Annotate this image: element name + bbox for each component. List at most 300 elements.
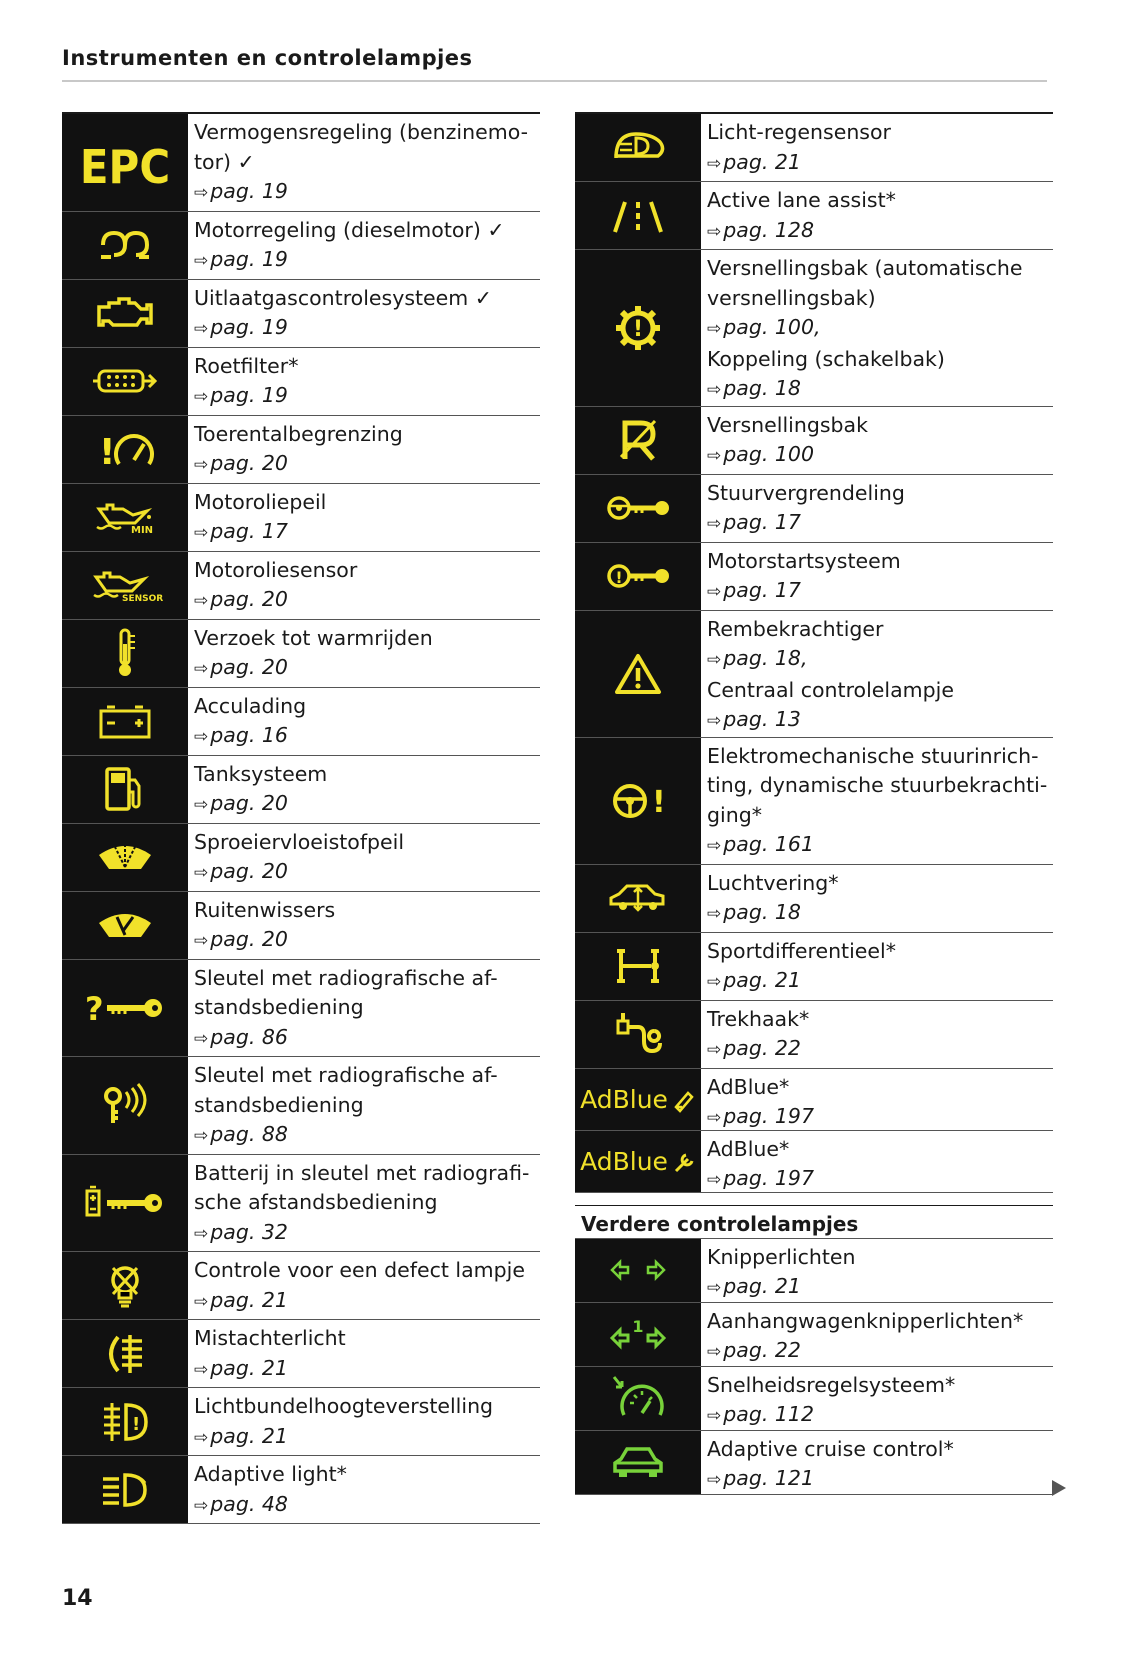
indicator-icon-cell (575, 1431, 701, 1494)
warning-triangle-icon (613, 652, 663, 696)
description-line: Lichtbundelhoogteverstelling (194, 1394, 494, 1418)
page-reference-link[interactable] (194, 381, 540, 413)
page-reference-link[interactable] (194, 1120, 540, 1152)
description-line: Adaptive cruise control* (707, 1436, 954, 1461)
indicator-description (701, 738, 1053, 864)
page-reference-link[interactable] (707, 966, 1053, 998)
page-reference-text: pag. 13 (723, 707, 801, 731)
page-reference-text: pag. 100 (723, 442, 814, 466)
description-line: Luchtvering* (707, 870, 839, 895)
description-line: Rembekrachtiger (707, 616, 884, 641)
page-reference-text: pag. 21 (210, 1287, 288, 1312)
page-reference-link[interactable] (194, 1023, 540, 1055)
indicator-icon-cell (62, 688, 188, 755)
indicator-row (62, 1388, 540, 1456)
page-reference-link[interactable] (707, 1164, 1053, 1196)
key-radio-icon (102, 1082, 148, 1128)
indicator-icon-cell (575, 1303, 701, 1366)
description-line: ting, dynamische stuurbekrachti- (707, 773, 1048, 797)
page-reference-link[interactable] (194, 925, 540, 957)
indicator-row (575, 407, 1053, 475)
indicator-icon-cell (575, 543, 701, 610)
reference-arrow-icon: ⇨ (194, 523, 209, 543)
svg-text:!: ! (615, 568, 623, 587)
indicator-description (188, 960, 540, 1057)
description-line: Motorregeling (dieselmotor) ✓ (194, 217, 505, 242)
indicator-description (701, 407, 1053, 474)
page-reference-link[interactable] (707, 216, 1053, 248)
gearbox-icon (614, 304, 662, 352)
description-line: Toerentalbegrenzing (194, 421, 403, 446)
indicator-description (188, 1155, 540, 1252)
adblue-fault-icon-glyph (672, 1149, 696, 1173)
indicator-row (62, 1456, 540, 1524)
reference-arrow-icon: ⇨ (707, 1170, 722, 1190)
description-line: Uitlaatgascontrolesysteem ✓ (194, 285, 492, 310)
reference-arrow-icon: ⇨ (194, 1495, 209, 1516)
indicator-description (188, 824, 540, 891)
indicator-description (701, 543, 1053, 610)
indicator-description (188, 892, 540, 959)
washer-fluid-icon (95, 839, 155, 875)
page-reference-link[interactable] (194, 1490, 540, 1522)
description-line: standsbediening (194, 995, 364, 1019)
page-reference-link[interactable] (707, 898, 1053, 930)
indicator-icon-cell (575, 182, 701, 249)
reference-arrow-icon: ⇨ (194, 591, 209, 611)
thermometer-icon (113, 628, 137, 678)
reference-arrow-icon: ⇨ (194, 1028, 209, 1049)
indicator-description (188, 1252, 540, 1319)
reference-arrow-icon: ⇨ (707, 711, 722, 731)
description-line: Licht-regensensor (707, 120, 891, 144)
indicator-row (62, 1155, 540, 1253)
indicator-icon-cell (575, 1001, 701, 1068)
description-line: Ruitenwissers (194, 897, 336, 922)
svg-text:1: 1 (632, 1317, 644, 1336)
description-line: Vermogensregeling (benzinemo- (194, 120, 529, 144)
reference-arrow-icon: ⇨ (707, 1278, 722, 1298)
reference-arrow-icon: ⇨ (707, 1108, 722, 1128)
bulb-defect-icon (107, 1262, 143, 1310)
description-line: ging* (707, 802, 762, 827)
reference-arrow-icon: ⇨ (707, 514, 722, 534)
indicator-row (575, 738, 1053, 865)
indicator-description (188, 416, 540, 483)
indicator-row (62, 212, 540, 280)
cruise-control-icon (610, 1375, 666, 1421)
page-reference-link[interactable] (194, 449, 540, 481)
description-line: Snelheidsregelsysteem* (707, 1372, 956, 1397)
lane-assist-icon (611, 196, 665, 236)
description-line: AdBlue* (707, 1074, 790, 1099)
page-reference-text: pag. 19 (210, 383, 288, 407)
page-reference-text: pag. 17 (723, 578, 801, 602)
reference-arrow-icon: ⇨ (707, 904, 722, 924)
turn-signals-icon (608, 1257, 668, 1283)
description-line: Tanksysteem (194, 761, 328, 786)
oil-sensor-icon (92, 567, 164, 604)
indicator-description (701, 1131, 1053, 1192)
description-line: Mistachterlicht (194, 1326, 346, 1350)
page-reference-text: pag. 18 (723, 376, 801, 400)
page-reference-link[interactable] (194, 245, 540, 277)
indicator-row (62, 484, 540, 552)
page-reference-link[interactable] (707, 1102, 1053, 1134)
page-reference-link[interactable] (707, 1336, 1053, 1368)
page-reference-text: pag. 128 (723, 217, 814, 242)
indicator-row (62, 416, 540, 484)
indicator-row (575, 1001, 1053, 1069)
reference-arrow-icon: ⇨ (194, 319, 209, 339)
indicator-description (188, 1320, 540, 1387)
indicator-description (188, 114, 540, 211)
description-line: AdBlue* (707, 1136, 790, 1161)
indicator-row (62, 892, 540, 960)
indicator-icon-cell (575, 114, 701, 181)
indicator-row (62, 1057, 540, 1155)
indicator-row (575, 1303, 1053, 1367)
reference-arrow-icon: ⇨ (194, 1359, 209, 1380)
wiper-icon (95, 907, 155, 943)
reverse-gear-icon (617, 417, 659, 463)
adaptive-cruise-icon (611, 1443, 665, 1481)
reference-arrow-icon: ⇨ (707, 221, 722, 242)
page-reference-text: pag. 18, (723, 646, 808, 670)
indicator-icon-cell (62, 416, 188, 483)
description-line: Versnellingsbak (707, 412, 868, 437)
sport-differential-icon (613, 945, 663, 987)
reference-arrow-icon: ⇨ (194, 387, 209, 407)
reference-arrow-icon: ⇨ (707, 1342, 722, 1362)
indicator-description (188, 484, 540, 551)
indicator-description (701, 865, 1053, 932)
indicator-icon-cell (575, 738, 701, 864)
indicator-row (62, 960, 540, 1058)
page-reference-text: pag. 22 (723, 1338, 801, 1362)
indicator-row (62, 348, 540, 416)
description-line: Elektromechanische stuurinrich- (707, 743, 1039, 768)
indicator-icon-cell (575, 1131, 701, 1192)
reference-arrow-icon: ⇨ (194, 659, 209, 679)
indicator-icon-cell (575, 1367, 701, 1430)
indicator-description (701, 1239, 1053, 1302)
headlight-range-icon (100, 1399, 150, 1445)
reference-arrow-icon: ⇨ (707, 446, 722, 466)
indicator-icon-cell (62, 484, 188, 551)
indicator-icon-cell (62, 1155, 188, 1252)
page-reference-link[interactable] (194, 1218, 540, 1250)
indicator-row (575, 933, 1053, 1001)
left-indicator-table (62, 112, 540, 1524)
page-reference-text: pag. 20 (210, 927, 288, 951)
page-reference-text: pag. 20 (210, 451, 288, 475)
description-line: Trekhaak* (707, 1006, 810, 1031)
indicator-description (188, 756, 540, 823)
indicator-row (575, 1367, 1053, 1431)
indicator-icon-cell (575, 475, 701, 542)
description-line: Sleutel met radiografische af- (194, 1063, 498, 1087)
rear-fog-icon (100, 1331, 150, 1377)
page-reference-text: pag. 20 (210, 791, 288, 815)
reference-arrow-icon: ⇨ (194, 1291, 209, 1312)
glow-plug-icon (97, 227, 153, 263)
light-rain-sensor-icon (610, 128, 666, 168)
reference-arrow-icon: ⇨ (194, 251, 209, 271)
page-reference-link[interactable] (707, 830, 1053, 862)
page-reference-link[interactable] (194, 1354, 540, 1386)
page-reference-text: pag. 161 (723, 832, 814, 856)
reference-arrow-icon: ⇨ (707, 972, 722, 992)
description-line: sche afstandsbediening (194, 1190, 438, 1214)
steering-lock-icon (606, 491, 670, 525)
page-reference-link[interactable] (194, 517, 540, 549)
indicator-icon-cell (575, 865, 701, 932)
page-reference-text: pag. 18 (723, 900, 801, 924)
fuel-icon (104, 766, 146, 812)
page-reference-link[interactable] (707, 440, 1053, 472)
page-reference-text: pag. 19 (210, 179, 288, 203)
description-line: Koppeling (schakelbak) (707, 346, 945, 371)
indicator-description (188, 552, 540, 619)
page-number: 14 (62, 1586, 93, 1611)
svg-text:?: ? (85, 989, 104, 1028)
svg-text:SENSOR: SENSOR (122, 594, 164, 604)
right-indicator-table (575, 112, 1053, 1495)
indicator-row (575, 1239, 1053, 1303)
page-reference-text: pag. 21 (723, 149, 801, 174)
description-line: versnellingsbak) (707, 285, 876, 310)
page-reference-link[interactable] (707, 508, 1053, 540)
reference-arrow-icon: ⇨ (194, 1223, 209, 1244)
description-line: Batterij in sleutel met radiografi- (194, 1160, 530, 1185)
page-reference-link[interactable] (194, 789, 540, 821)
indicator-row (62, 1252, 540, 1320)
indicator-description (701, 1431, 1053, 1494)
indicator-description (188, 620, 540, 687)
page-reference-text: pag. 19 (210, 315, 288, 339)
page-reference-text: pag. 112 (723, 1402, 814, 1426)
key-question-icon (85, 988, 165, 1028)
page-reference-link[interactable] (707, 644, 1053, 676)
page-reference-text: pag. 48 (210, 1491, 288, 1516)
description-line: Centraal controlelampje (707, 677, 954, 702)
description-line: Roetfilter* (194, 353, 299, 378)
indicator-row (575, 475, 1053, 543)
page-reference-link[interactable] (707, 148, 1053, 180)
adblue-refill-icon-glyph (672, 1087, 696, 1111)
description-line: Motoroliesensor (194, 557, 358, 582)
description-line: Knipperlichten (707, 1244, 856, 1269)
indicator-row (62, 1320, 540, 1388)
reference-arrow-icon: ⇨ (194, 1126, 209, 1146)
page-reference-link[interactable] (707, 374, 1053, 406)
epc-icon (79, 137, 171, 195)
reference-arrow-icon: ⇨ (194, 863, 209, 883)
adblue-label: AdBlue (580, 1146, 668, 1176)
indicator-description (701, 1303, 1053, 1366)
reference-arrow-icon: ⇨ (707, 582, 722, 602)
page-reference-link[interactable] (194, 177, 540, 209)
indicator-icon-cell (62, 892, 188, 959)
air-suspension-icon (607, 880, 669, 916)
indicator-icon-cell (62, 1388, 188, 1455)
indicator-icon-cell (62, 1456, 188, 1523)
adblue-label: AdBlue (580, 1084, 668, 1114)
indicator-row (62, 280, 540, 348)
page-reference-text: pag. 197 (723, 1166, 814, 1190)
page-reference-link[interactable] (707, 576, 1053, 608)
reference-arrow-icon: ⇨ (194, 183, 209, 203)
indicator-description (701, 1367, 1053, 1430)
indicator-row (62, 688, 540, 756)
indicator-description (701, 611, 1053, 737)
indicator-icon-cell (62, 1252, 188, 1319)
reference-arrow-icon: ⇨ (194, 931, 209, 951)
indicator-row (62, 114, 540, 212)
indicator-icon-cell (62, 960, 188, 1057)
indicator-icon-cell (62, 1320, 188, 1387)
page-reference-text: pag. 20 (210, 587, 288, 611)
key-battery-icon (85, 1183, 165, 1223)
description-line: Aanhangwagenknipperlichten* (707, 1308, 1024, 1333)
page-reference-link[interactable] (707, 1400, 1053, 1432)
indicator-description (188, 1057, 540, 1154)
svg-text:!: ! (652, 784, 666, 820)
page-reference-link[interactable] (707, 1464, 1053, 1496)
steering-warning-icon (610, 780, 666, 822)
page-reference-link[interactable] (707, 1034, 1053, 1066)
reference-arrow-icon: ⇨ (707, 650, 722, 670)
description-line: Adaptive light* (194, 1462, 347, 1486)
svg-text:MIN: MIN (131, 525, 154, 536)
particulate-filter-icon (93, 363, 157, 399)
description-line: Motorstartsysteem (707, 548, 901, 573)
page-reference-link[interactable] (707, 1272, 1053, 1304)
indicator-description (701, 475, 1053, 542)
reference-arrow-icon: ⇨ (194, 455, 209, 475)
indicator-icon-cell (62, 280, 188, 347)
engine-start-key-icon (606, 559, 670, 593)
indicator-icon-cell (62, 114, 188, 211)
page-reference-link[interactable] (194, 313, 540, 345)
page-reference-text: pag. 21 (723, 968, 801, 992)
indicator-description (188, 1456, 540, 1523)
indicator-icon-cell (575, 933, 701, 1000)
reference-arrow-icon: ⇨ (194, 1427, 209, 1448)
page-reference-text: pag. 21 (210, 1423, 288, 1448)
section-title: Verdere controlelampjes (575, 1205, 1053, 1239)
page-reference-link[interactable] (194, 1422, 540, 1454)
indicator-icon-cell (62, 824, 188, 891)
indicator-icon-cell (575, 407, 701, 474)
tow-hitch-icon (614, 1011, 662, 1057)
page-reference-link[interactable] (194, 585, 540, 617)
svg-text:EPC: EPC (79, 141, 171, 195)
indicator-description (701, 1001, 1053, 1068)
adaptive-light-icon (99, 1469, 151, 1511)
indicator-icon-cell (62, 212, 188, 279)
battery-icon (98, 703, 152, 739)
reference-arrow-icon: ⇨ (707, 836, 722, 856)
page-reference-link[interactable] (194, 653, 540, 685)
page-reference-link[interactable] (194, 1286, 540, 1318)
page-reference-text: pag. 21 (723, 1274, 801, 1298)
indicator-row (62, 824, 540, 892)
page-reference-link[interactable] (194, 721, 540, 753)
description-line: Verzoek tot warmrijden (194, 625, 433, 650)
indicator-icon-cell (62, 348, 188, 415)
indicator-icon-cell (62, 756, 188, 823)
indicator-description (701, 250, 1053, 406)
reference-arrow-icon: ⇨ (707, 1040, 722, 1060)
page-reference-text: pag. 20 (210, 655, 288, 679)
indicator-icon-cell (575, 1069, 701, 1130)
page-reference-text: pag. 22 (723, 1036, 801, 1060)
page-reference-text: pag. 16 (210, 723, 288, 747)
description-line: Stuurvergrendeling (707, 480, 905, 505)
indicator-row (62, 620, 540, 688)
indicator-row (62, 756, 540, 824)
indicator-icon-cell (575, 611, 701, 737)
page-reference-text: pag. 20 (210, 859, 288, 883)
page-reference-text: pag. 88 (210, 1122, 288, 1146)
description-line: Sleutel met radiografische af- (194, 965, 498, 990)
indicator-row (575, 182, 1053, 250)
reference-arrow-icon: ⇨ (707, 153, 722, 174)
description-line: Controle voor een defect lampje (194, 1258, 525, 1282)
reference-arrow-icon: ⇨ (194, 727, 209, 747)
indicator-icon-cell (62, 552, 188, 619)
page-reference-text: pag. 21 (210, 1355, 288, 1380)
page-reference-link[interactable] (194, 857, 540, 889)
description-line: Sproeiervloeistofpeil (194, 829, 405, 854)
reference-arrow-icon: ⇨ (707, 319, 722, 339)
reference-arrow-icon: ⇨ (707, 380, 722, 400)
trailer-turn-signals-icon (608, 1316, 668, 1352)
rpm-limit-icon (97, 426, 153, 472)
indicator-row (62, 552, 540, 620)
indicator-icon-cell (575, 1239, 701, 1302)
indicator-description (188, 212, 540, 279)
oil-level-icon (95, 499, 155, 535)
indicator-row (575, 114, 1053, 182)
indicator-description (701, 114, 1053, 181)
reference-arrow-icon: ⇨ (194, 795, 209, 815)
reference-arrow-icon: ⇨ (707, 1406, 722, 1426)
page-reference-link[interactable] (707, 313, 1053, 345)
indicator-icon-cell (62, 1057, 188, 1154)
indicator-description (701, 182, 1053, 249)
page-reference-text: pag. 100, (723, 315, 821, 339)
page-title: Instrumenten en controlelampjes (62, 46, 473, 70)
page-reference-link[interactable] (707, 705, 1053, 737)
indicator-description (701, 933, 1053, 1000)
indicator-description (188, 348, 540, 415)
indicator-row (575, 865, 1053, 933)
description-line: Motoroliepeil (194, 489, 327, 514)
indicator-row (575, 1069, 1053, 1131)
indicator-description (188, 280, 540, 347)
description-line: standsbediening (194, 1092, 364, 1117)
page-reference-text: pag. 197 (723, 1104, 814, 1128)
description-line: Versnellingsbak (automatische (707, 256, 1023, 280)
page-header (62, 46, 1047, 82)
indicator-row (575, 250, 1053, 407)
indicator-row (575, 543, 1053, 611)
page-reference-text: pag. 121 (723, 1466, 814, 1490)
indicator-description (188, 1388, 540, 1455)
